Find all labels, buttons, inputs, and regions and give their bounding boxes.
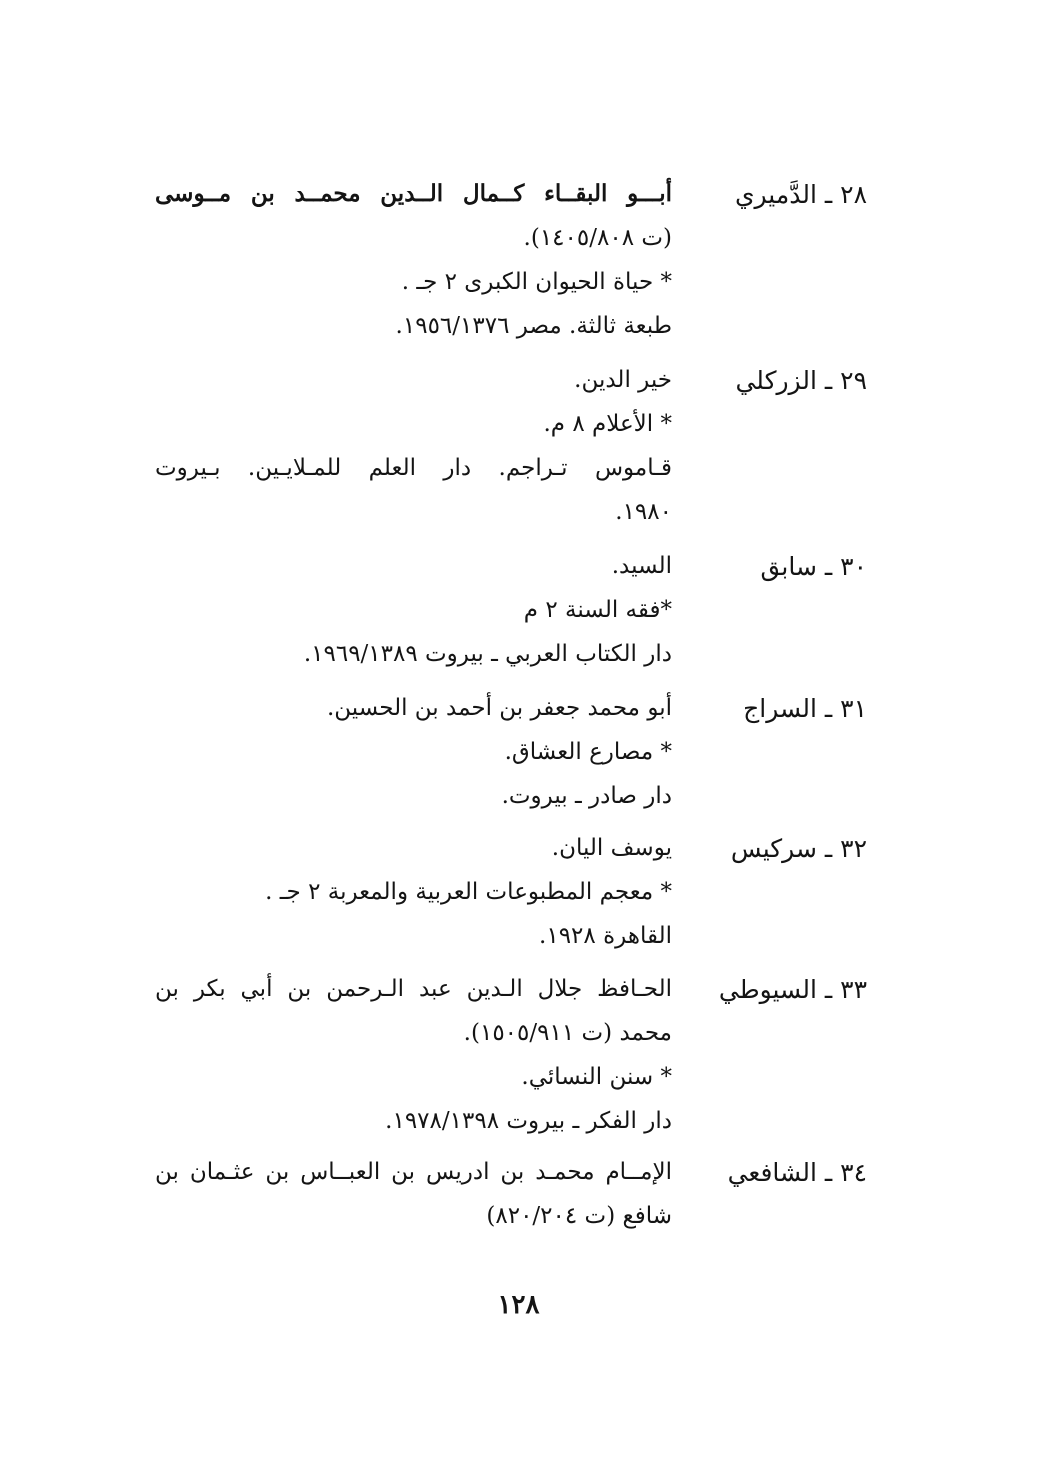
bibliography-entry: [155, 172, 867, 348]
entry-number-author: ٢٨ ـ الدَّميري: [734, 180, 867, 209]
entry-number-author: ٣١ ـ السراج: [743, 694, 867, 723]
entry-line: قـاموس تـراجم. دار العلم للمـلايـين. بـيروت: [155, 455, 672, 481]
entry-line: دار الفكر ـ بيروت ١٩٧٨/١٣٩٨.: [385, 1108, 672, 1134]
entry-details: [155, 358, 672, 534]
entry-number-author: ٣٣ ـ السيوطي: [718, 975, 867, 1004]
entry-line: القاهرة ١٩٢٨.: [539, 923, 672, 949]
entry-line: يوسف اليان.: [551, 835, 672, 861]
entry-line: دار صادر ـ بيروت.: [501, 783, 672, 809]
entry-line: (ت ١٤٠٥/٨٠٨).: [523, 225, 672, 251]
entry-number-author: ٣٤ ـ الشافعي: [727, 1158, 867, 1187]
entry-line: أبو محمد جعفر بن أحمد بن الحسين.: [326, 695, 672, 721]
entry-details: [155, 544, 672, 676]
entry-line: * مصارع العشاق.: [504, 739, 672, 765]
bibliography-entry: [155, 544, 867, 676]
entry-line: * معجم المطبوعات العربية والمعربة ٢ جـ .: [265, 879, 672, 905]
entry-details: [155, 967, 672, 1143]
entry-line: *فقه السنة ٢ م: [523, 597, 672, 623]
entry-number-author: ٣٠ ـ سابق: [760, 552, 867, 581]
entry-line: طبعة ثالثة. مصر ١٩٥٦/١٣٧٦.: [395, 313, 672, 339]
entry-line: محمد (ت ١٥٠٥/٩١١).: [463, 1020, 672, 1046]
entry-line: ١٩٨٠.: [615, 499, 672, 525]
entry-line: * حياة الحيوان الكبرى ٢ جـ .: [401, 269, 672, 295]
page-number: ١٢٨: [497, 1290, 540, 1320]
bibliography-entry: [155, 967, 867, 1143]
entry-line: شافع (ت ٨٢٠/٢٠٤): [486, 1203, 672, 1229]
entry-line: السيد.: [611, 553, 672, 579]
entry-number-author: ٢٩ ـ الزركلي: [735, 366, 867, 395]
entry-details: [155, 1150, 672, 1238]
bibliography-entry: [155, 1150, 867, 1238]
entry-line: * الأعلام ٨ م.: [543, 411, 672, 437]
bibliography-entry: [155, 826, 867, 958]
entry-number-author: ٣٢ ـ سركيس: [730, 834, 867, 863]
entry-line: دار الكتاب العربي ـ بيروت ١٩٦٩/١٣٨٩.: [303, 641, 672, 667]
bibliography-entry: [155, 686, 867, 818]
entry-line: خير الدين.: [574, 367, 672, 393]
entry-line: الإمــام محمـد بن ادريس بن العبــاس بن عثـمان بن: [155, 1159, 672, 1185]
entry-details: [155, 172, 672, 348]
entry-line: الحـافظ جلال الـدين عبد الـرحمن بن أبي بكر بن: [155, 976, 672, 1002]
entry-details: [155, 686, 672, 818]
entry-line: * سنن النسائي.: [521, 1064, 672, 1090]
bibliography-entry: [155, 358, 867, 534]
entry-line: أبـــو البقــاء كــمال الــدين محمــد بن مــوسى: [155, 180, 672, 207]
entry-details: [155, 826, 672, 958]
